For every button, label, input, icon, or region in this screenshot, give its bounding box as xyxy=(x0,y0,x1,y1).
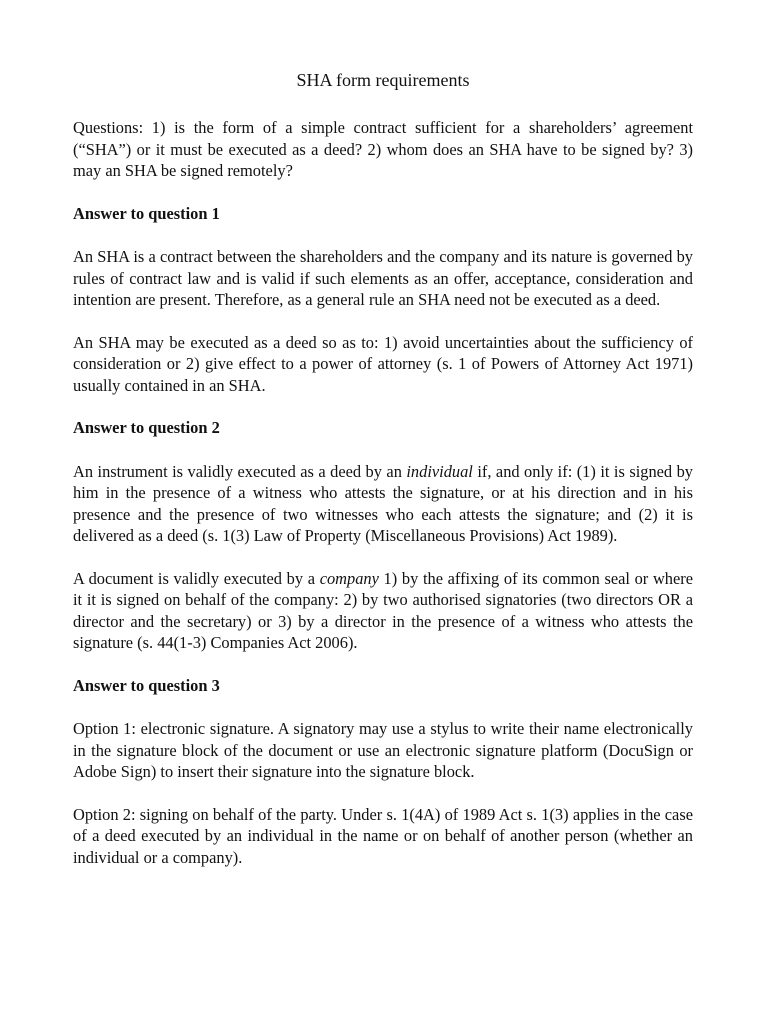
answer-1-paragraph-1: An SHA is a contract between the shareholders and the company and its nature is governed by rules of contract law and is valid if such elements as an offer, acceptance, consideration and intention are present. Therefore, as a general rule an SHA need not be executed as a deed. xyxy=(73,247,693,309)
answer-2-paragraph-2 xyxy=(73,568,693,654)
answer-3-paragraph-2: Option 2: signing on behalf of the party. Under s. 1(4A) of 1989 Act s. 1(3) applies in the case of a deed executed by an individual in the name or on behalf of another person (whether an individual or a company). xyxy=(73,804,693,867)
questions-paragraph: Questions: 1) is the form of a simple contract sufficient for a shareholders’ agreement (“SHA”) or it must be executed as a deed? 2) whom does an SHA have to be signed by? 3) may an SHA be signed remotely? xyxy=(73,118,693,180)
answer-3-paragraph-1: Option 1: electronic signature. A signatory may use a stylus to write their name electronically in the signature block of the document or use an electronic signature platform (DocuSign or Adobe Sign) to insert their signature into the signature block. xyxy=(73,719,693,781)
answer-2-p1-text-after: if, and only if: (1) it is signed by him in the presence of a witness who attests the signature, or at his direction and in his presence and the presence of two witnesses who each attests the signature; and (2) it is delivered as a deed (s. 1(3) Law of Property (Miscellaneous Provisions) Act 1989). xyxy=(73,461,693,545)
answer-2-p1-text-before: An instrument is validly executed as a deed by an xyxy=(73,461,407,481)
answer-2-heading: Answer to question 2 xyxy=(73,418,220,437)
answer-1-heading: Answer to question 1 xyxy=(73,203,220,223)
answer-3-heading: Answer to question 3 xyxy=(73,675,220,695)
document-page xyxy=(73,68,693,868)
answer-2-paragraph-1 xyxy=(73,461,693,547)
answer-2-p1-emphasis: individual xyxy=(406,461,473,481)
answer-2-p2-text-after: 1) by the affixing of its common seal or where it it is signed on behalf of the company: 2) by two authorised signatories (two directors OR a director and the secretary) or 3) by a director in the presence of a witness who attests the signature (s. 44(1-3) Companies Act 2006). xyxy=(73,568,693,652)
answer-2-p2-text-before: A document is validly executed by a xyxy=(73,568,320,588)
document-title: SHA form requirements xyxy=(296,70,470,90)
answer-1-paragraph-2: An SHA may be executed as a deed so as to: 1) avoid uncertainties about the sufficiency of consideration or 2) give effect to a power of attorney (s. 1 of Powers of Attorney Act 1971) usually contained in an SHA. xyxy=(73,332,693,395)
answer-2-p2-emphasis: company xyxy=(319,568,379,588)
